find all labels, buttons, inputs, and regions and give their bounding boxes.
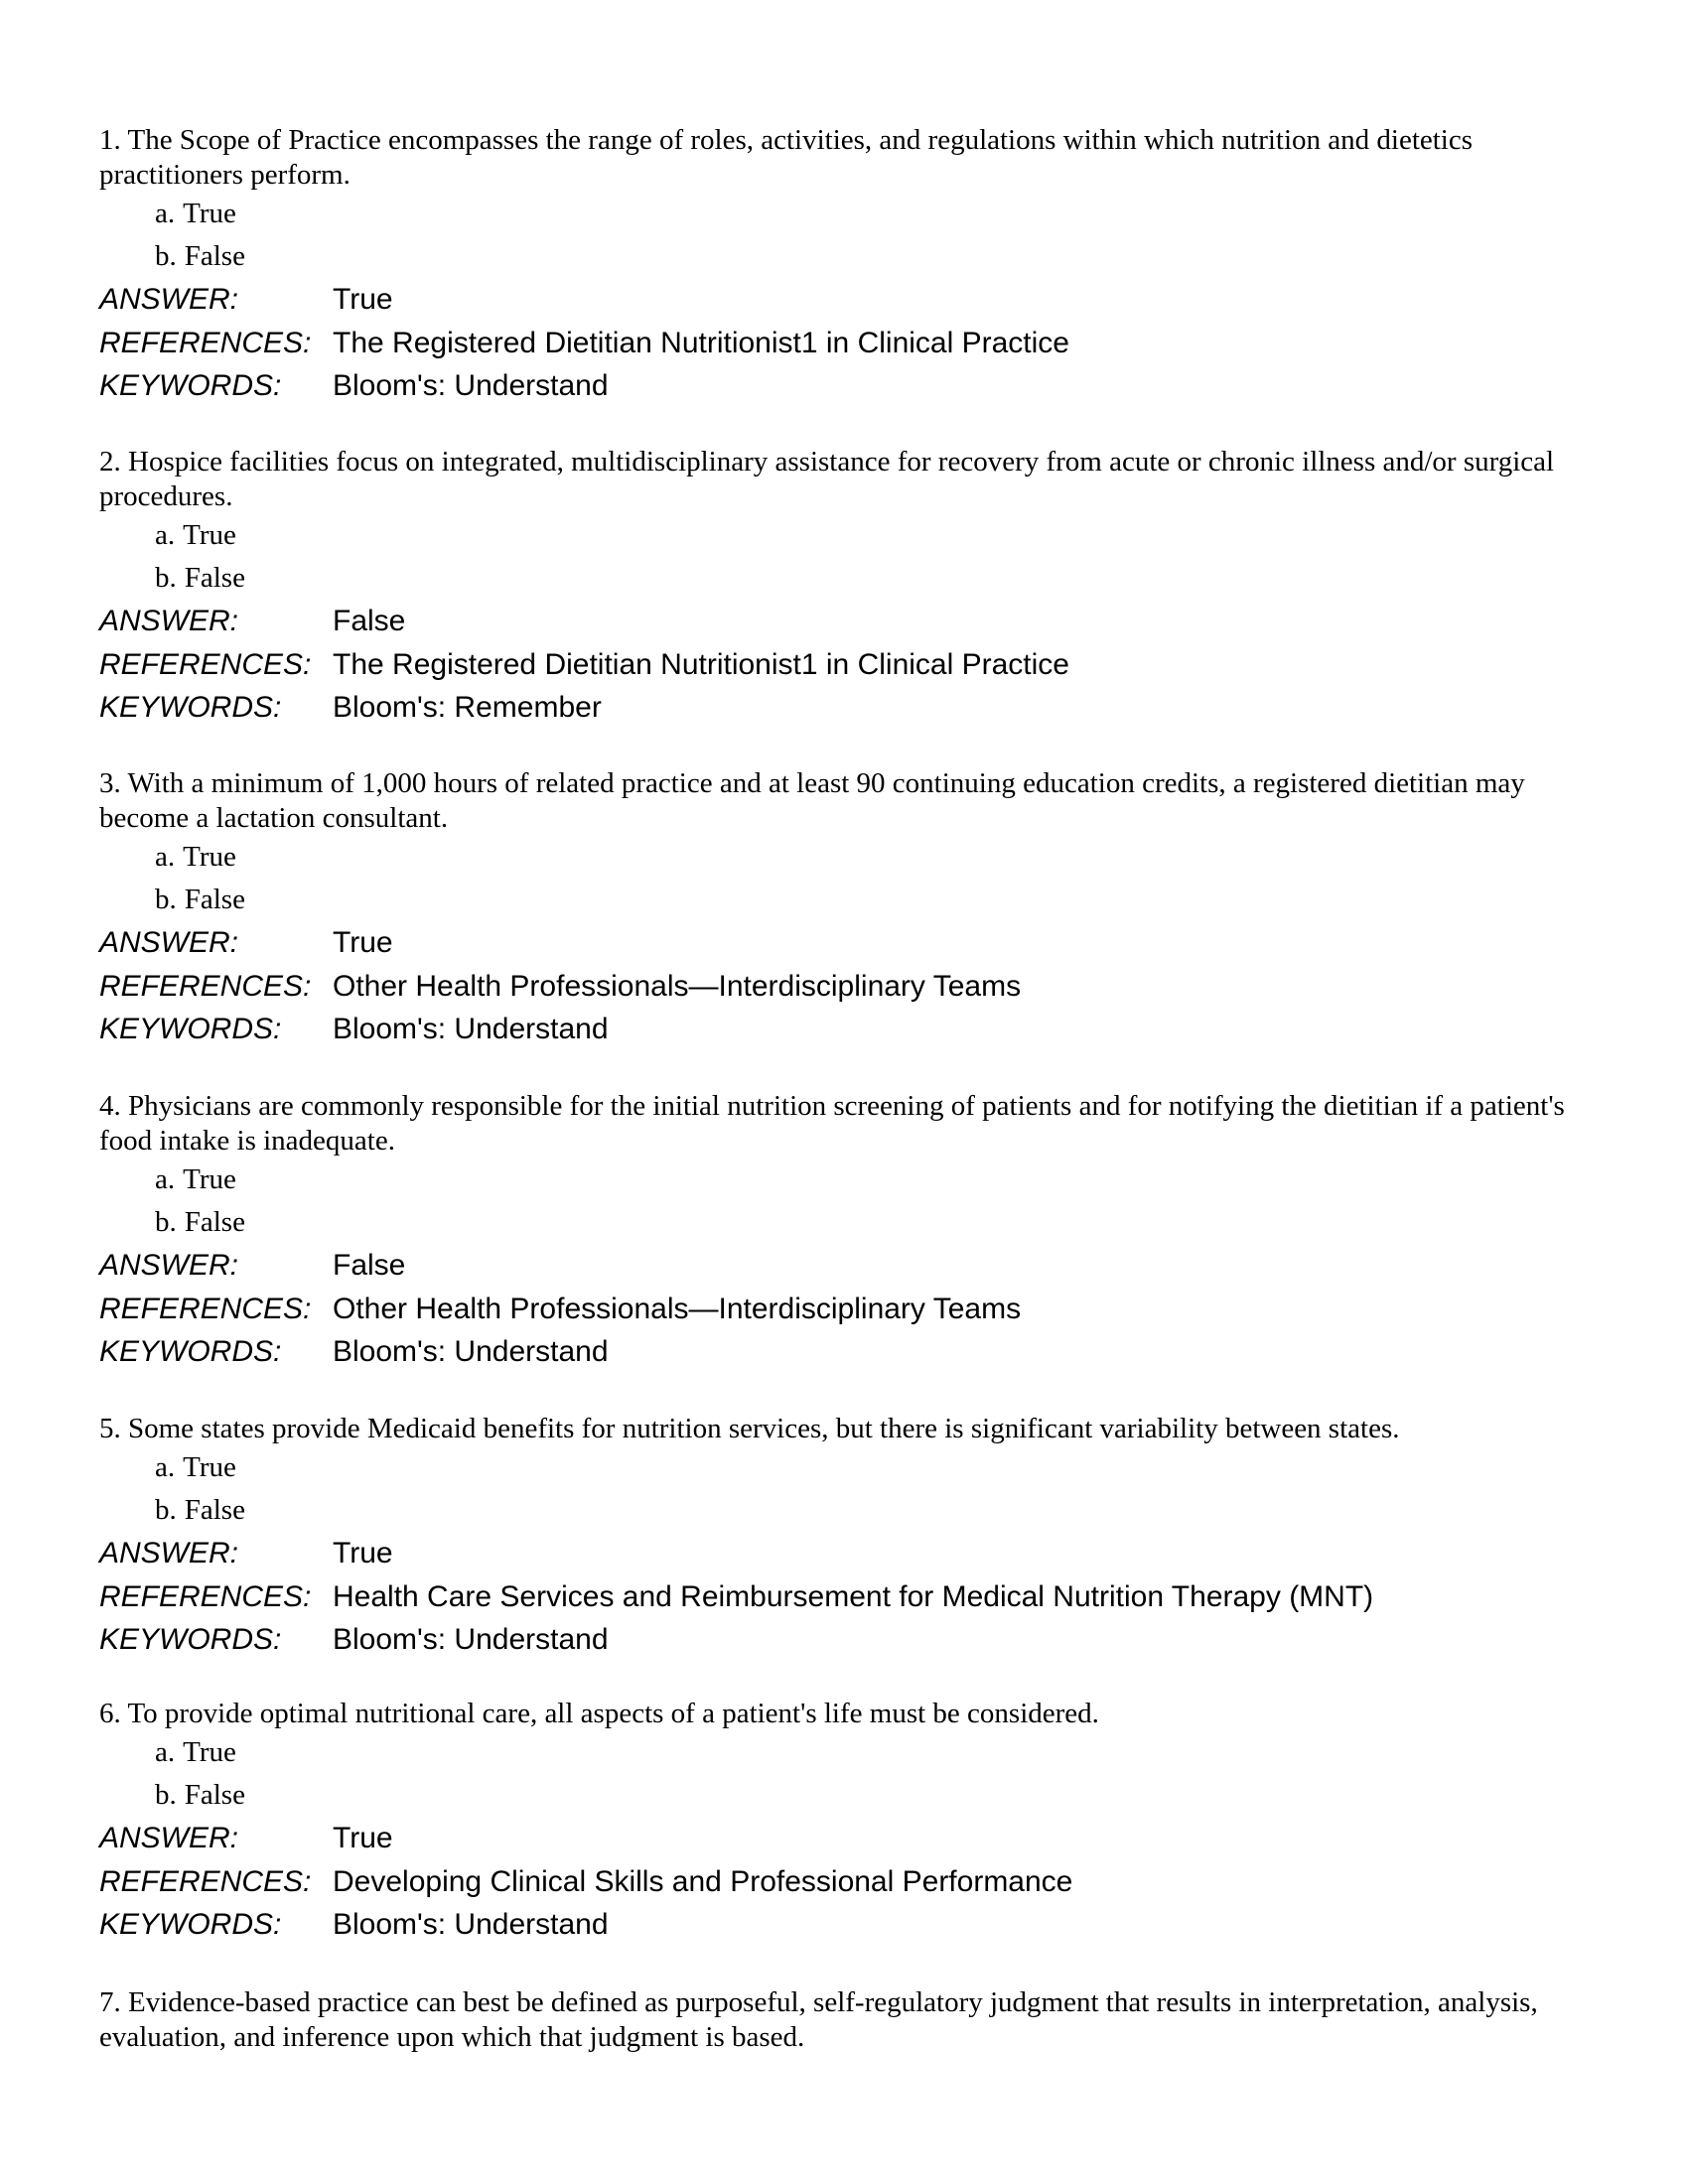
option-a	[99, 193, 1589, 235]
question-text: 1. The Scope of Practice encompasses the range of roles, activities, and regulations within which nutrition and dietetics practitioners perform.	[99, 124, 1474, 191]
option-text: True	[183, 841, 236, 873]
question-7	[99, 1985, 1589, 2055]
question-text: 2. Hospice facilities focus on integrated, multidisciplinary assistance for recovery from acute or chronic illness and/or surgical procedures.	[99, 446, 1555, 512]
references-row	[99, 322, 1589, 365]
answer-options	[99, 1446, 1589, 1532]
option-a	[99, 514, 1589, 557]
option-b	[99, 235, 1589, 278]
answer-options	[99, 836, 1589, 921]
references-row	[99, 643, 1589, 687]
references-label: REFERENCES:	[99, 1864, 312, 1898]
answer-row	[99, 278, 1589, 322]
keywords-row	[99, 686, 1589, 730]
option-b	[99, 1201, 1589, 1244]
option-text: False	[184, 1206, 245, 1238]
answer-label: ANSWER:	[99, 926, 239, 959]
option-letter: a.	[155, 519, 176, 551]
option-b	[99, 879, 1589, 921]
answer-value: True	[333, 1537, 393, 1570]
option-a	[99, 1446, 1589, 1489]
references-value: The Registered Dietitian Nutritionist1 in Clinical Practice	[333, 326, 1069, 359]
option-text: False	[184, 1779, 245, 1811]
answer-options	[99, 1159, 1589, 1244]
keywords-row	[99, 1618, 1589, 1662]
answer-row	[99, 1532, 1589, 1575]
keywords-row	[99, 364, 1589, 408]
option-text: True	[183, 1736, 236, 1768]
references-label: REFERENCES:	[99, 326, 312, 359]
answer-value: True	[333, 926, 393, 959]
answer-options	[99, 514, 1589, 600]
question-metadata	[99, 278, 1589, 408]
answer-row	[99, 1244, 1589, 1288]
option-letter: a.	[155, 198, 176, 229]
question-text: 7. Evidence-based practice can best be defined as purposeful, self-regulatory judgment that results in interpretation, analysis, evaluation, and inference upon which that judgment is based.	[99, 1986, 1538, 2053]
keywords-value: Bloom's: Understand	[333, 1908, 609, 1941]
option-b	[99, 557, 1589, 600]
answer-row	[99, 600, 1589, 643]
keywords-label: KEYWORDS:	[99, 691, 282, 724]
answer-row	[99, 921, 1589, 965]
question-2	[99, 445, 1589, 730]
answer-value: True	[333, 1822, 393, 1854]
question-metadata	[99, 1244, 1589, 1374]
keywords-label: KEYWORDS:	[99, 1013, 282, 1045]
answer-label: ANSWER:	[99, 1249, 239, 1282]
question-5	[99, 1412, 1589, 1662]
question-metadata	[99, 600, 1589, 730]
answer-value: False	[333, 1249, 406, 1282]
references-value: Health Care Services and Reimbursement for Medical Nutrition Therapy (MNT)	[333, 1579, 1374, 1613]
question-6	[99, 1697, 1589, 1947]
option-letter: b.	[155, 884, 177, 915]
references-value: Other Health Professionals—Interdisciplinary Teams	[333, 969, 1022, 1003]
references-label: REFERENCES:	[99, 1292, 312, 1325]
option-letter: b.	[155, 1779, 177, 1811]
answer-row	[99, 1817, 1589, 1860]
keywords-row	[99, 1330, 1589, 1374]
question-4	[99, 1089, 1589, 1374]
keywords-row	[99, 1903, 1589, 1947]
option-letter: b.	[155, 240, 177, 272]
option-a	[99, 1731, 1589, 1774]
question-text: 3. With a minimum of 1,000 hours of related practice and at least 90 continuing education credits, a registered dietitian may become a lactation consultant.	[99, 767, 1525, 834]
question-metadata	[99, 921, 1589, 1051]
option-text: True	[183, 519, 236, 551]
references-value: Other Health Professionals—Interdisciplinary Teams	[333, 1292, 1022, 1325]
answer-label: ANSWER:	[99, 283, 239, 316]
option-b	[99, 1489, 1589, 1532]
references-label: REFERENCES:	[99, 647, 312, 681]
option-text: True	[183, 1163, 236, 1195]
answer-label: ANSWER:	[99, 1537, 239, 1570]
references-value: The Registered Dietitian Nutritionist1 in Clinical Practice	[333, 647, 1069, 681]
question-3	[99, 766, 1589, 1051]
keywords-value: Bloom's: Understand	[333, 1623, 609, 1656]
option-text: False	[184, 240, 245, 272]
option-b	[99, 1774, 1589, 1817]
keywords-value: Bloom's: Understand	[333, 1335, 609, 1368]
option-letter: b.	[155, 1494, 177, 1526]
option-a	[99, 1159, 1589, 1201]
option-letter: b.	[155, 562, 177, 594]
references-value: Developing Clinical Skills and Professional Performance	[333, 1864, 1073, 1898]
keywords-value: Bloom's: Understand	[333, 1013, 609, 1045]
answer-label: ANSWER:	[99, 1822, 239, 1854]
references-row	[99, 1860, 1589, 1904]
option-text: True	[183, 198, 236, 229]
references-row	[99, 965, 1589, 1009]
option-letter: b.	[155, 1206, 177, 1238]
question-text: 4. Physicians are commonly responsible for the initial nutrition screening of patients and for notifying the dietitian if a patient's food intake is inadequate.	[99, 1090, 1565, 1157]
question-metadata	[99, 1532, 1589, 1662]
option-text: True	[183, 1451, 236, 1483]
keywords-label: KEYWORDS:	[99, 1908, 282, 1941]
references-row	[99, 1575, 1589, 1619]
keywords-label: KEYWORDS:	[99, 1623, 282, 1656]
keywords-label: KEYWORDS:	[99, 369, 282, 402]
answer-value: False	[333, 605, 406, 637]
option-letter: a.	[155, 1163, 176, 1195]
answer-options	[99, 1731, 1589, 1817]
question-1	[99, 123, 1589, 408]
question-text: 6. To provide optimal nutritional care, all aspects of a patient's life must be considered.	[99, 1698, 1099, 1729]
answer-value: True	[333, 283, 393, 316]
keywords-label: KEYWORDS:	[99, 1335, 282, 1368]
references-label: REFERENCES:	[99, 1579, 312, 1613]
question-text: 5. Some states provide Medicaid benefits for nutrition services, but there is significant variability between states.	[99, 1413, 1400, 1444]
option-text: False	[184, 562, 245, 594]
option-letter: a.	[155, 841, 176, 873]
answer-options	[99, 193, 1589, 278]
option-letter: a.	[155, 1451, 176, 1483]
keywords-value: Bloom's: Remember	[333, 691, 602, 724]
references-row	[99, 1288, 1589, 1331]
keywords-value: Bloom's: Understand	[333, 369, 609, 402]
option-a	[99, 836, 1589, 879]
question-metadata	[99, 1817, 1589, 1947]
option-text: False	[184, 884, 245, 915]
keywords-row	[99, 1008, 1589, 1051]
answer-label: ANSWER:	[99, 605, 239, 637]
option-letter: a.	[155, 1736, 176, 1768]
references-label: REFERENCES:	[99, 969, 312, 1003]
option-text: False	[184, 1494, 245, 1526]
